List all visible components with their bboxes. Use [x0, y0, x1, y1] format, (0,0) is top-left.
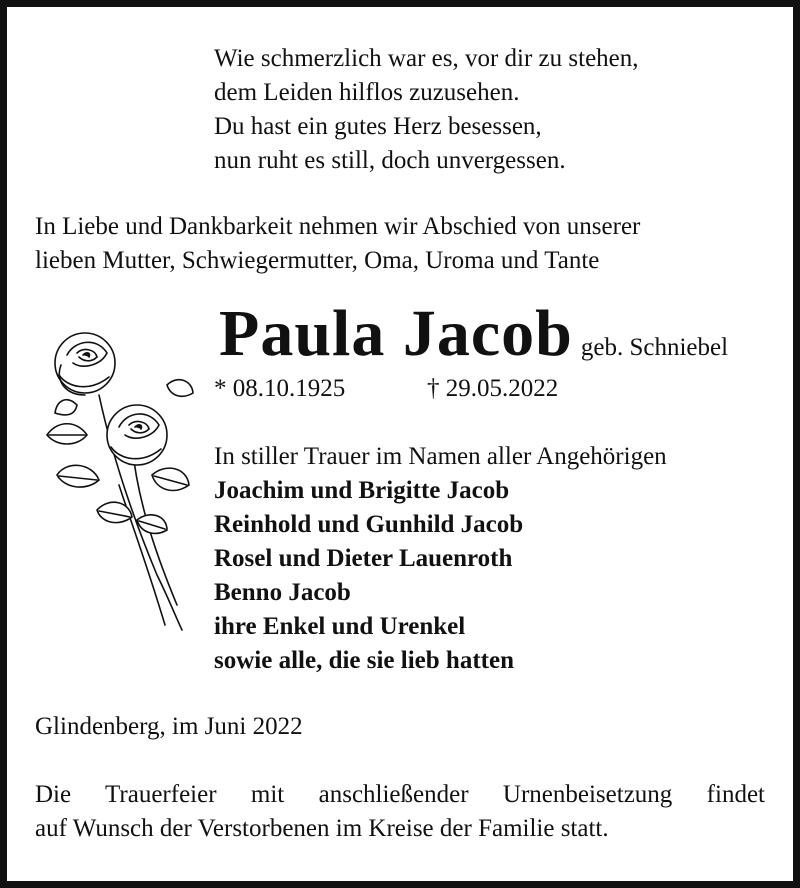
mourner-1: Joachim und Brigitte Jacob — [214, 477, 510, 504]
poem-line-3: Du hast ein gutes Herz besessen, — [214, 113, 542, 140]
intro-line-2: lieben Mutter, Schwiegermutter, Oma, Uroma und Tante — [35, 247, 600, 274]
mourner-2: Reinhold und Gunhild Jacob — [214, 511, 524, 538]
poem-line-1: Wie schmerzlich war es, vor dir zu stehen, — [214, 45, 639, 72]
mourner-5: ihre Enkel und Urenkel — [214, 613, 466, 640]
mourners-heading: In stiller Trauer im Namen aller Angehörigen — [214, 443, 667, 470]
deceased-name: Paula Jacob — [219, 297, 573, 370]
poem-line-4: nun ruht es still, doch unvergessen. — [214, 147, 566, 174]
intro-line-1: In Liebe und Dankbarkeit nehmen wir Abschied von unserer — [35, 213, 641, 240]
mourner-4: Benno Jacob — [214, 579, 351, 606]
notice-line-1: Die Trauerfeier mit anschließender Urnenbeisetzung findet — [35, 781, 765, 808]
mourner-3: Rosel und Dieter Lauenroth — [214, 545, 513, 572]
birth-date: * 08.10.1925 — [214, 375, 346, 402]
deceased-name-row — [219, 299, 728, 369]
poem-line-2: dem Leiden hilflos zuzusehen. — [214, 79, 520, 106]
place-date: Glindenberg, im Juni 2022 — [35, 713, 303, 740]
rose-icon — [37, 325, 207, 645]
death-date: † 29.05.2022 — [427, 375, 559, 402]
notice-line-2: auf Wunsch der Verstorbenen im Kreise der Familie statt. — [35, 815, 609, 842]
maiden-name: geb. Schniebel — [580, 334, 729, 361]
mourner-6: sowie alle, die sie lieb hatten — [214, 647, 514, 674]
